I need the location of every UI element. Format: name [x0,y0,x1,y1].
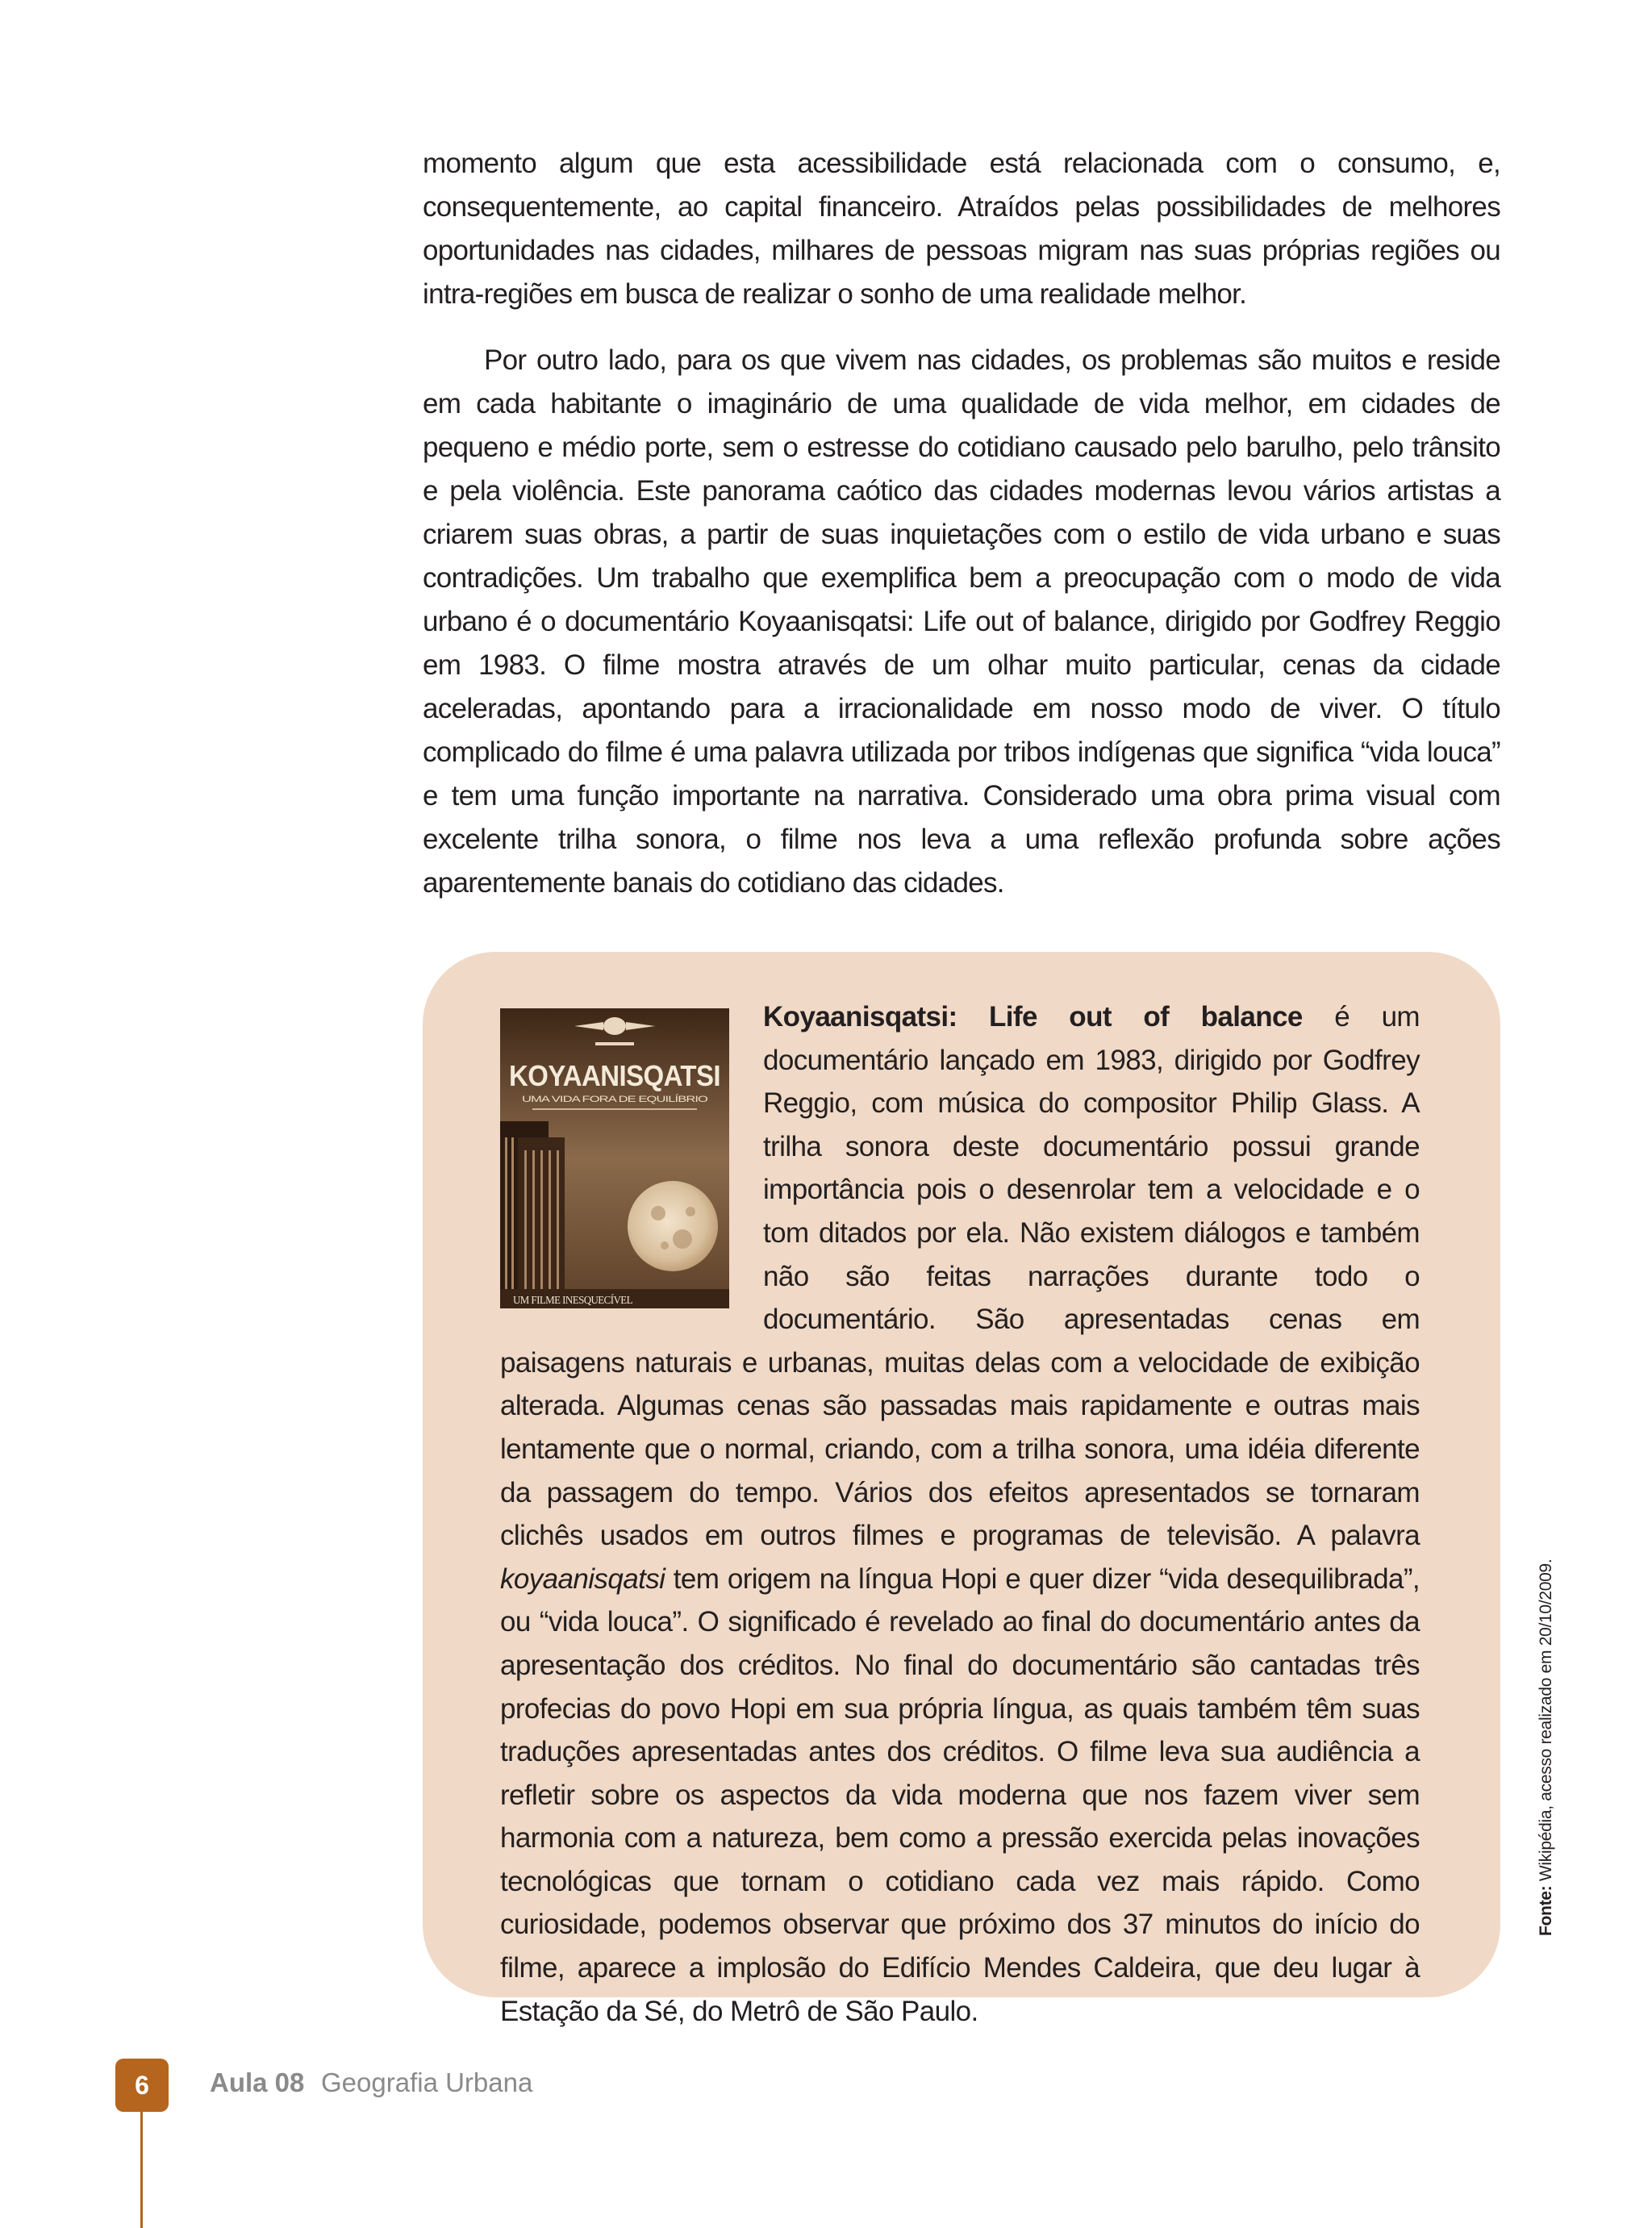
poster-subtitle: UMA VIDA FORA DE EQUILÍBRIO [522,1095,646,1104]
box-text-part-2: tem origem na língua Hopi e quer dizer “vida desequilibrada”, ou “vida louca”. O significado é revelado ao final do documentário antes da apresentação dos créditos. No final do documentário são cantadas três profecias do povo Hopi em sua própria língua, as quais também têm suas traduções apresentadas antes dos créditos. O filme leva sua audiência a refletir sobre os aspectos da vida moderna que nos fazem viver sem harmonia com a natureza, bem como a pressão exercida pelas inovações tecnológicas que tornam o cotidiano cada vez mais rápido. Como curiosidade, podemos observar que próximo dos 37 minutos do início do filme, aparece a implosão do Edifício Mendes Caldeira, que deu lugar à Estação da Sé, do Metrô de São Paulo. [500,1563,1420,2027]
poster-tagline: UM FILME INESQUECÍVEL [513,1295,643,1307]
box-italic-term: koyaanisqatsi [500,1563,665,1595]
poster-buildings [500,1121,565,1308]
source-note-text: Wikipédia, acesso realizado em 20/10/2009. [1537,1558,1555,1886]
lesson-label: Aula 08 [210,2067,305,2097]
info-box-text [500,995,1420,2033]
body-paragraph-2: Por outro lado, para os que vivem nas cidades, os problemas são muitos e reside em cada habitante o imaginário de uma qualidade de vida melhor, em cidades de pequeno e médio porte, sem o estresse do cotidiano causado pelo barulho, pelo trânsito e pela violência. Este panorama caótico das cidades modernas levou vários artistas a criarem suas obras, a partir de suas inquietações com o estilo de vida urbano e suas contradições. Um trabalho que exemplifica bem a preocupação com o modo de vida urbano é o documentário Koyaanisqatsi: Life out of balance, dirigido por Godfrey Reggio em 1983. O filme mostra através de um olhar muito particular, cenas da cidade aceleradas, apontando para a irracionalidade em nosso modo de viver. O título complicado do filme é uma palavra utilizada por tribos indígenas que significa “vida louca” e tem uma função importante na narrativa. Considerado uma obra prima visual com excelente trilha sonora, o filme nos leva a uma reflexão profunda sobre ações aparentemente banais do cotidiano das cidades. [423,344,1500,899]
box-text-part-1: é um documentário lançado em 1983, dirigido por Godfrey Reggio, com música do compositor Philip Glass. A trilha sonora deste documentário possui grande importância pois o desenrolar tem a velocidade e o tom ditados por ela. Não existem diálogos e também não são feitas narrações durante todo o documentário. São apresentadas cenas em paisagens naturais e urbanas, muitas delas com a velocidade de exibição alterada. Algumas cenas são passadas mais rapidamente e outras mais lentamente que o normal, criando, com a trilha sonora, uma idéia diferente da passagem do tempo. Vários dos efeitos apresentados se tornaram clichês usados em outros filmes e programas de televisão. A palavra [500,1001,1420,1552]
poster-moon [628,1181,718,1271]
subject-label: Geografia Urbana [321,2067,533,2097]
film-poster-image [500,1008,729,1308]
body-paragraph-1: momento algum que esta acessibilidade está relacionada com o consumo, e, consequentemente, ao capital financeiro. Atraídos pelas possibilidades de melhores oportunidades nas cidades, milhares de pessoas migram nas suas próprias regiões ou intra-regiões em busca de realizar o sonho de uma realidade melhor. [423,148,1500,310]
box-lead-title: Koyaanisqatsi: Life out of balance [763,1001,1303,1033]
info-box [423,952,1500,2027]
poster-title: KOYAANISQATSI [509,1059,720,1092]
page-number: 6 [115,2059,169,2112]
source-note-label: Fonte: [1537,1885,1555,1936]
source-note [1537,1559,1556,1936]
